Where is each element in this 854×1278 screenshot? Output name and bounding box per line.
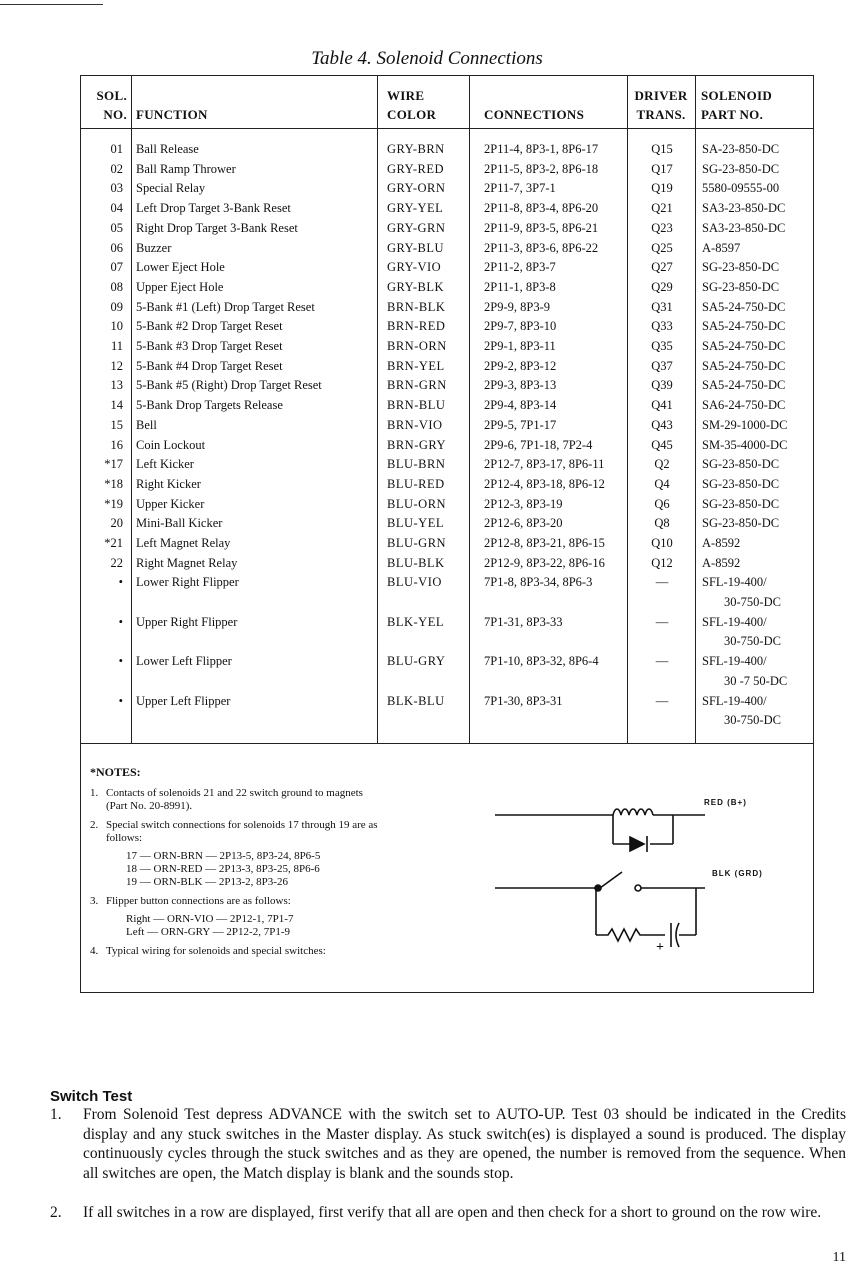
connections-cell: 2P9-5, 7P1-17 [484,417,557,432]
wire-color-cell: BLU-ORN [387,496,447,511]
wire-color-cell: GRY-BLK [387,279,444,294]
function-cell: Upper Eject Hole [136,279,224,294]
connections-cell: 2P11-1, 8P3-8 [484,279,556,294]
wire-color-cell: GRY-RED [387,161,444,176]
function-cell: 5-Bank #1 (Left) Drop Target Reset [136,299,315,314]
wire-color-cell: BRN-BLU [387,398,446,413]
step-number: 2. [50,1204,62,1221]
part-no-cell: A-8597 [702,240,741,255]
function-cell: 5-Bank #5 (Right) Drop Target Reset [136,378,322,393]
switch-lever-icon [600,872,622,888]
part-no-cell: SA5-24-750-DC [702,319,786,334]
sol-no-cell: • [118,693,123,708]
part-no-cell: SG-23-850-DC [702,496,780,511]
connections-cell: 2P11-7, 3P7-1 [484,181,556,196]
driver-cell: Q41 [651,398,673,413]
sol-no-cell: 20 [110,516,123,531]
wire-color-cell: BLU-RED [387,476,445,491]
wire-color-cell: BLK-YEL [387,614,444,629]
function-cell: Special Relay [136,181,206,196]
header-driver-trans: DRIVER TRANS. [634,88,688,122]
wiring-diagram-svg [490,790,790,970]
function-cell: 5-Bank Drop Targets Release [136,398,283,413]
header-function: FUNCTION [136,107,208,122]
connections-cell: 2P12-9, 8P3-22, 8P6-16 [484,555,605,570]
connections-cell: 7P1-8, 8P3-34, 8P6-3 [484,575,593,590]
header-connections: CONNECTIONS [484,107,585,122]
connections-cell: 2P11-4, 8P3-1, 8P6-17 [484,142,599,156]
note-4 [90,945,490,958]
connections-cell: 2P9-7, 8P3-10 [484,319,557,334]
part-no-cell: SM-35-4000-DC [702,437,788,452]
note-detail: Right — ORN-VIO — 2P12-1, 7P1-7 [126,913,294,925]
wire-color-cell: BRN-ORN [387,339,447,353]
connections-cell: 2P9-4, 8P3-14 [484,398,557,413]
driver-cell: Q2 [654,457,670,472]
wire-color-cell: BLU-BRN [387,457,446,472]
sol-no-cell: 15 [110,417,123,432]
sol-no-cell: 09 [110,299,123,314]
switch-test-step-1 [50,1105,846,1183]
wire-color-cell: BLU-GRN [387,536,447,550]
part-no-cell: A-8592 [702,536,741,550]
part-no-cell: A-8592 [702,555,741,570]
connections-cell: 7P1-31, 8P3-33 [484,614,563,629]
part-no-cell: SM-29-1000-DC [702,417,788,432]
connections-cell: 2P11-2, 8P3-7 [484,260,556,275]
note-detail: 19 — ORN-BLK — 2P13-2, 8P3-26 [126,876,288,888]
wiring-diagram [490,790,790,975]
blk-label: BLK (GRD) [712,869,763,878]
connections-cell: 2P12-6, 8P3-20 [484,516,563,531]
driver-cell: Q37 [651,358,673,373]
sol-no-cell: 16 [110,437,123,452]
note-text: Typical wiring for solenoids and special switches: [106,945,326,957]
note-1 [90,787,490,813]
wire-color-cell: GRY-GRN [387,220,446,235]
function-cell: Lower Right Flipper [136,575,239,590]
driver-cell: Q25 [651,240,673,255]
sol-no-cell: 05 [110,220,123,235]
header-rule [81,128,813,129]
part-no-cell: SA5-24-750-DC [702,339,786,353]
driver-cell: — [655,614,669,629]
sol-no-cell: *18 [104,476,123,491]
note-text: Contacts of solenoids 21 and 22 switch ground to magnets [106,787,363,799]
driver-cell: Q27 [651,260,673,275]
part-no-cell: SG-23-850-DC [702,457,780,472]
connections-cell: 2P12-8, 8P3-21, 8P6-15 [484,536,605,550]
function-cell: Ball Release [136,142,199,156]
wire-color-cell: GRY-YEL [387,201,444,216]
driver-cell: Q12 [651,555,673,570]
note-text: Flipper button connections are as follows: [106,895,291,907]
connections-cell: 7P1-10, 8P3-32, 8P6-4 [484,654,599,669]
sol-no-cell: 22 [110,555,123,570]
sol-no-cell: 01 [110,142,123,156]
function-cell: Coin Lockout [136,437,206,452]
step-text: If all switches in a row are displayed, first verify that all are open and then check for a short to ground on the row wire. [83,1204,822,1221]
sol-no-cell: 13 [110,378,123,393]
wire-color-cell: GRY-BRN [387,142,445,156]
connections-cell: 2P11-3, 8P3-6, 8P6-22 [484,240,599,255]
part-no-cell: SG-23-850-DC [702,161,780,176]
part-no-line: SFL-19-400/ [702,654,767,669]
wire-color-cell: BRN-RED [387,319,446,334]
top-rule [0,4,103,5]
diode-icon [630,837,644,851]
driver-cell: Q6 [654,496,670,511]
wire-color-cell: GRY-ORN [387,181,446,196]
col-divider [131,76,132,743]
sol-no-cell: 11 [110,339,123,353]
function-cell: 5-Bank #3 Drop Target Reset [136,339,283,353]
sol-no-cell: *19 [104,496,123,511]
part-no-cell [702,613,781,652]
part-no-line: SFL-19-400/ [702,614,767,629]
driver-cell: Q10 [651,536,673,550]
col-divider [469,76,470,743]
switch-contact [635,885,641,891]
header-part-no: SOLENOID PART NO. [701,88,773,122]
header-sol-no: SOL. NO. [96,88,127,122]
part-no-line: 30-750-DC [724,634,781,649]
function-cell: Upper Kicker [136,496,205,511]
sol-no-cell: 04 [110,201,123,216]
function-cell: Right Magnet Relay [136,555,238,570]
note-text: Special switch connections for solenoids 17 through 19 are as [106,819,378,831]
sol-no-cell: 02 [110,161,123,176]
capacitor-icon [676,923,679,947]
sol-no-cell: 06 [110,240,123,255]
connections-cell: 2P9-2, 8P3-12 [484,358,557,373]
note-2 [90,819,490,889]
part-no-cell: SA5-24-750-DC [702,358,786,373]
connections-cell: 2P11-8, 8P3-4, 8P6-20 [484,201,599,216]
part-no-line: 30-750-DC [724,713,781,728]
driver-cell: Q39 [651,378,673,393]
driver-cell: Q29 [651,279,673,294]
sol-no-cell: 12 [110,358,123,373]
connections-cell: 2P9-3, 8P3-13 [484,378,557,393]
note-text: follows: [106,832,143,844]
sol-no-cell: • [118,654,123,669]
connections-cell: 2P9-9, 8P3-9 [484,299,550,314]
wire-color-cell: GRY-VIO [387,260,442,275]
part-no-cell [702,652,787,691]
part-no-cell [702,573,781,612]
connections-cell: 2P12-7, 8P3-17, 8P6-11 [484,457,605,472]
wire-color-cell: GRY-BLU [387,240,444,255]
table-title: Table 4. Solenoid Connections [311,48,543,69]
function-cell: Mini-Ball Kicker [136,516,223,531]
part-no-cell [702,692,781,731]
wire-color-cell: BLU-VIO [387,575,442,590]
wire-color-cell: BRN-BLK [387,299,446,314]
sol-no-cell: 10 [110,319,123,334]
sol-no-cell: • [118,614,123,629]
note-number: 1. [90,787,99,799]
wire-color-cell: BLK-BLU [387,693,445,708]
note-detail: 17 — ORN-BRN — 2P13-5, 8P3-24, 8P6-5 [126,850,321,862]
driver-cell: Q45 [651,437,673,452]
function-cell: Ball Ramp Thrower [136,161,236,176]
function-cell: Left Magnet Relay [136,536,231,550]
driver-cell: Q15 [651,142,673,156]
sol-no-cell: 03 [110,181,123,196]
wire-color-cell: BRN-GRY [387,437,447,452]
part-no-cell: SG-23-850-DC [702,476,780,491]
part-no-cell: SG-23-850-DC [702,260,780,275]
driver-cell: — [655,693,669,708]
step-text: From Solenoid Test depress ADVANCE with the switch set to AUTO-UP. Test 03 should be indicated in the Credits display and any stuck switches in the Master display. As stuck switch(es) is displayed a sound is produced. The display continuously cycles through the stuck switches and as they are opened, the number is removed from the sequence. When all switches are open, the Match display is blank and the sounds stop. [83,1106,846,1182]
driver-cell: Q33 [651,319,673,334]
part-no-cell: SA5-24-750-DC [702,378,786,393]
wire-color-cell: BLU-YEL [387,516,444,531]
col-divider [377,76,378,743]
part-no-line: SFL-19-400/ [702,693,767,708]
part-no-cell: SA3-23-850-DC [702,201,786,216]
step-number: 1. [50,1106,62,1123]
connections-cell: 2P9-6, 7P1-18, 7P2-4 [484,437,593,452]
sol-no-cell: 14 [110,398,123,413]
red-label: RED (B+) [704,798,747,807]
note-number: 4. [90,945,99,957]
function-cell: 5-Bank #4 Drop Target Reset [136,358,283,373]
note-3 [90,895,490,939]
driver-cell: Q23 [651,220,673,235]
driver-cell: Q43 [651,417,673,432]
connections-cell: 2P12-4, 8P3-18, 8P6-12 [484,476,605,491]
notes [90,766,490,964]
connections-cell: 7P1-30, 8P3-31 [484,693,563,708]
note-text: (Part No. 20-8991). [106,800,193,812]
part-no-cell: SA6-24-750-DC [702,398,786,413]
function-cell: Buzzer [136,240,172,255]
connections-cell: 2P9-1, 8P3-11 [484,339,556,353]
function-cell: Bell [136,417,157,432]
part-no-cell: SA5-24-750-DC [702,299,786,314]
function-cell: Right Kicker [136,476,201,491]
note-detail: Left — ORN-GRY — 2P12-2, 7P1-9 [126,926,290,938]
sol-no-cell: 08 [110,279,123,294]
notes-heading: *NOTES: [90,765,141,779]
notes-rule [81,743,813,744]
function-cell: Lower Eject Hole [136,260,225,275]
function-cell: Left Drop Target 3-Bank Reset [136,201,291,216]
part-no-cell: SG-23-850-DC [702,279,780,294]
note-number: 3. [90,895,99,907]
resistor-icon [596,929,665,941]
part-no-cell: SA3-23-850-DC [702,220,786,235]
wire-color-cell: BLU-GRY [387,654,446,669]
driver-cell: Q4 [654,476,670,491]
page-number: 11 [832,1250,846,1265]
wire-color-cell: BLU-BLK [387,555,445,570]
function-cell: Upper Right Flipper [136,614,238,629]
function-cell: Left Kicker [136,457,194,472]
driver-cell: Q35 [651,339,673,353]
driver-cell: Q8 [654,516,670,531]
driver-cell: — [655,575,669,590]
sol-no-cell: • [118,575,123,590]
wire-color-cell: BRN-YEL [387,358,445,373]
function-cell: Upper Left Flipper [136,693,231,708]
driver-cell: Q17 [651,161,673,176]
part-no-cell: SA-23-850-DC [702,142,780,156]
connections-cell: 2P11-5, 8P3-2, 8P6-18 [484,161,599,176]
sol-no-cell: 07 [110,260,123,275]
sol-no-cell: *17 [104,457,123,472]
wire-color-cell: BRN-VIO [387,417,443,432]
note-detail: 18 — ORN-RED — 2P13-3, 8P3-25, 8P6-6 [126,863,320,875]
part-no-cell: SG-23-850-DC [702,516,780,531]
part-no-line: SFL-19-400/ [702,575,767,590]
function-cell: Right Drop Target 3-Bank Reset [136,220,298,235]
driver-cell: — [655,654,669,669]
connections-cell: 2P11-9, 8P3-5, 8P6-21 [484,220,599,235]
note-number: 2. [90,819,99,831]
function-cell: 5-Bank #2 Drop Target Reset [136,319,283,334]
wire-color-cell: BRN-GRN [387,378,447,393]
part-no-line: 30 -7 50-DC [724,673,788,688]
driver-cell: Q31 [651,299,673,314]
switch-test-title: Switch Test [50,1088,133,1105]
part-no-cell: 5580-09555-00 [702,181,780,196]
function-cell: Lower Left Flipper [136,654,232,669]
driver-cell: Q19 [651,181,673,196]
part-no-line: 30-750-DC [724,594,781,609]
connections-cell: 2P12-3, 8P3-19 [484,496,563,511]
sol-no-cell: *21 [104,536,123,550]
plus-sign: + [656,940,664,955]
header-wire-color: WIRE COLOR [387,88,437,122]
switch-test-step-2 [50,1203,846,1223]
coil-icon [613,809,653,815]
driver-cell: Q21 [651,201,673,216]
